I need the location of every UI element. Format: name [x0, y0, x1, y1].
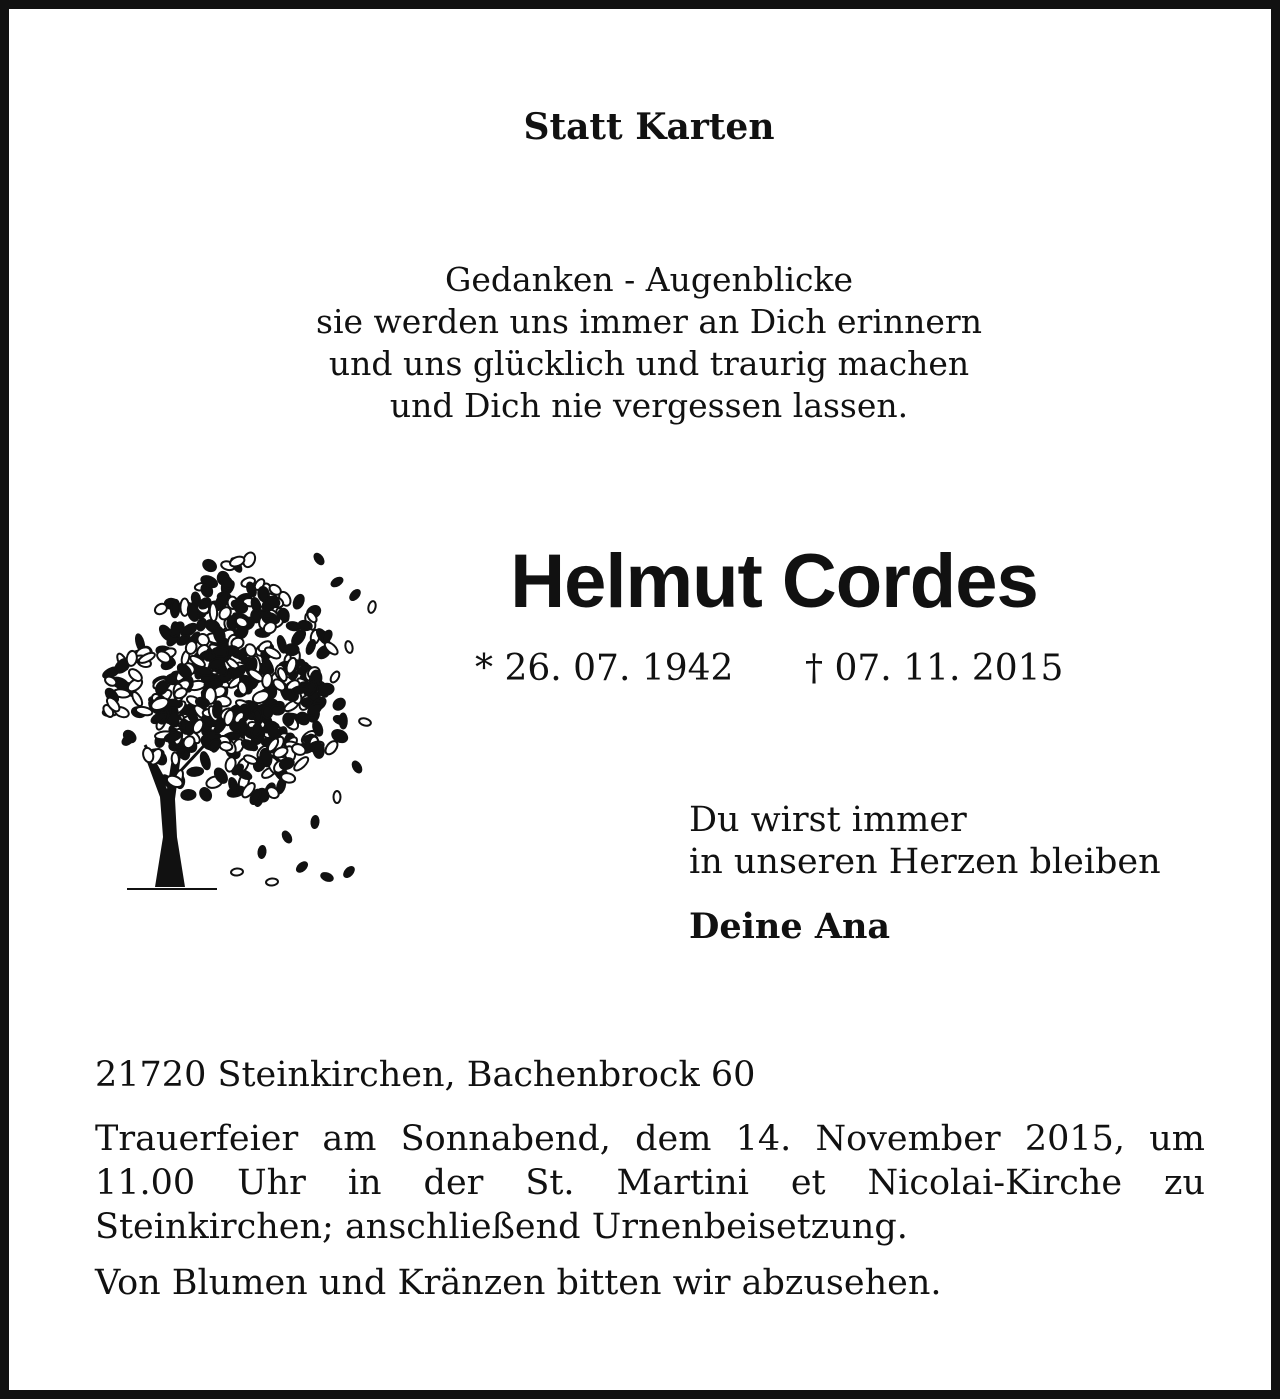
death-date: † 07. 11. 2015 — [805, 648, 1064, 689]
farewell-line: in unseren Herzen bleiben — [689, 842, 1161, 882]
poem-line: und Dich nie vergessen lassen. — [389, 386, 909, 425]
birth-date: * 26. 07. 1942 — [475, 648, 734, 689]
poem-line: sie werden uns immer an Dich erinnern — [316, 302, 982, 341]
poem — [9, 259, 1280, 427]
ceremony-details: Trauerfeier am Sonnabend, dem 14. November 2015, um 11.00 Uhr in der St. Martini et Nicolai-Kirche zu Steinkirchen; anschließend Urnenbeisetzung. — [95, 1119, 1205, 1247]
tree-with-falling-leaves-icon — [87, 537, 377, 892]
farewell-line: Du wirst immer — [689, 800, 967, 840]
flowers-note: Von Blumen und Kränzen bitten wir abzusehen. — [95, 1263, 942, 1303]
signature: Deine Ana — [689, 906, 891, 947]
farewell-message — [689, 799, 1161, 883]
poem-line: Gedanken - Augenblicke — [444, 260, 854, 299]
address: 21720 Steinkirchen, Bachenbrock 60 — [95, 1055, 756, 1095]
poem-line: und uns glücklich und traurig machen — [328, 344, 970, 383]
deceased-name: Helmut Cordes — [510, 539, 1038, 624]
notice-heading: Statt Karten — [523, 106, 775, 148]
